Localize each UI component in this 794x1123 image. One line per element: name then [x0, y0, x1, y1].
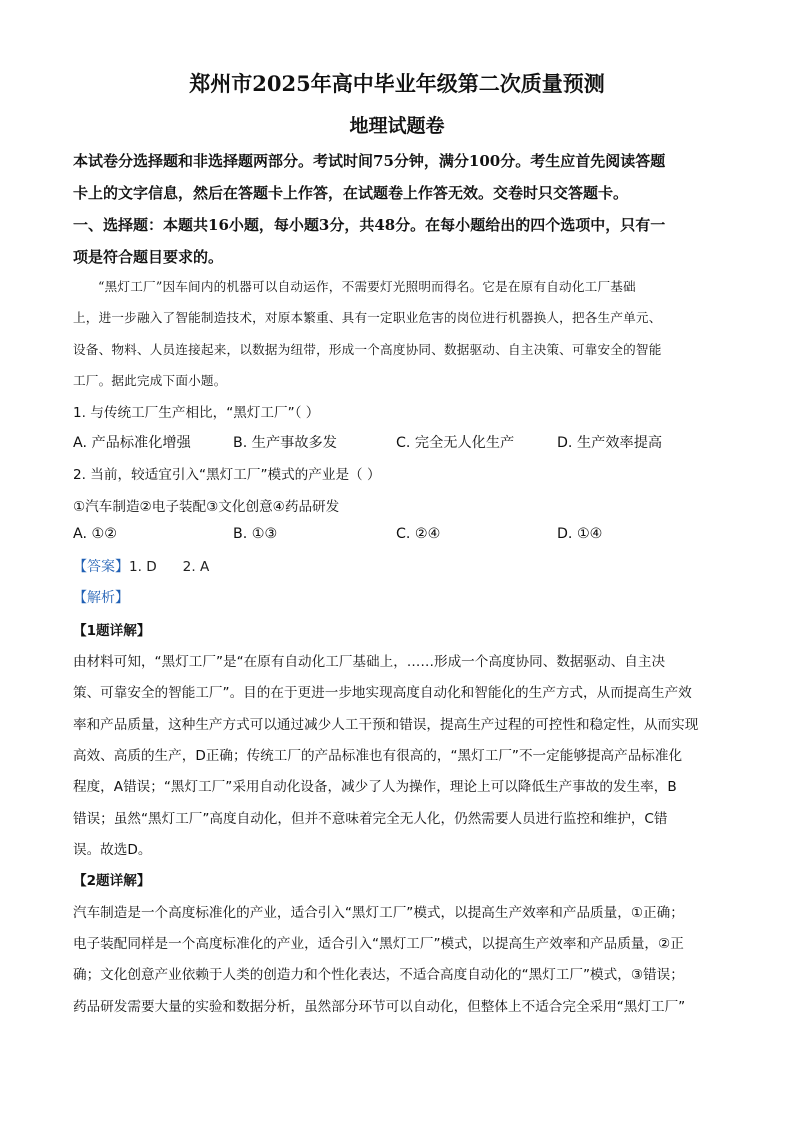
q1-detail-line-3: 率和产品质量，这种生产方式可以通过减少人工干预和错误，提高生产过程的可控性和稳定性，从而实现: [73, 717, 699, 733]
question-2-option-d: D. ①④: [557, 526, 603, 542]
question-2-option-a: A. ①②: [73, 526, 117, 542]
intro-line-1: 本试卷分选择题和非选择题两部分。考试时间75分钟，满分100分。考生应首先阅读答题: [73, 152, 666, 170]
q1-detail-line-5: 程度，A错误；“黑灯工厂”采用自动化设备，减少了人为操作，理论上可以降低生产事故的发生率，B: [73, 779, 677, 795]
q1-detail-line-2: 策、可靠安全的智能工厂”。目的在于更进一步地实现高度自动化和智能化的生产方式，从而提高生产效: [73, 685, 692, 701]
material-line-2: 上，进一步融入了智能制造技术，对原本繁重、具有一定职业危害的岗位进行机器换人，把各生产单元、: [73, 310, 662, 325]
analysis-label: 【解析】: [73, 590, 129, 606]
q1-detail-label: 【1题详解】: [73, 623, 151, 639]
material-line-4: 工厂。据此完成下面小题。: [73, 373, 227, 388]
q1-detail-line-1: 由材料可知，“黑灯工厂”是“在原有自动化工厂基础上，……形成一个高度协同、数据驱动、自主决: [73, 654, 666, 670]
question-1-option-b: B. 生产事故多发: [233, 435, 337, 451]
question-2-option-c: C. ②④: [396, 526, 441, 542]
question-1-option-d: D. 生产效率提高: [557, 435, 663, 451]
q2-detail-line-4: 药品研发需要大量的实验和数据分析，虽然部分环节可以自动化，但整体上不适合完全采用“黑灯工厂”: [73, 999, 686, 1015]
answer-label: 【答案】: [73, 559, 129, 575]
question-2-option-b: B. ①③: [233, 526, 278, 542]
answer-value: 1. D 2. A: [129, 559, 210, 575]
material-line-1: “黑灯工厂”因车间内的机器可以自动运作，不需要灯光照明而得名。它是在原有自动化工厂基础: [98, 279, 636, 294]
q1-detail-line-6: 错误；虽然“黑灯工厂”高度自动化，但并不意味着完全无人化，仍然需要人员进行监控和维护，C错: [73, 811, 668, 827]
q2-detail-line-2: 电子装配同样是一个高度标准化的产业，适合引入“黑灯工厂”模式，以提高生产效率和产品质量，②正: [73, 936, 684, 952]
question-1-option-c: C. 完全无人化生产: [396, 435, 515, 451]
section-heading-line-2: 项是符合题目要求的。: [73, 248, 224, 266]
q2-detail-label: 【2题详解】: [73, 873, 151, 889]
section-heading-line-1: 一、选择题：本题共16小题，每小题3分，共48分。在每小题给出的四个选项中，只有一: [73, 216, 666, 234]
intro-line-2: 卡上的文字信息，然后在答题卡上作答，在试题卷上作答无效。交卷时只交答题卡。: [73, 184, 629, 202]
q1-detail-line-7: 误。故选D。: [73, 842, 152, 858]
page-subtitle: 地理试题卷: [349, 115, 445, 137]
q2-detail-line-1: 汽车制造是一个高度标准化的产业，适合引入“黑灯工厂”模式，以提高生产效率和产品质量，①正确；: [73, 905, 684, 921]
question-1-option-a: A. 产品标准化增强: [73, 435, 191, 451]
question-2-choices: ①汽车制造②电子装配③文化创意④药品研发: [73, 499, 340, 515]
page-title: 郑州市2025年高中毕业年级第二次质量预测: [189, 71, 605, 96]
material-line-3: 设备、物料、人员连接起来，以数据为纽带，形成一个高度协同、数据驱动、自主决策、可靠安全的智能: [73, 342, 662, 357]
question-2-stem: 2. 当前，较适宜引入“黑灯工厂”模式的产业是（ ）: [73, 467, 381, 483]
q2-detail-line-3: 确；文化创意产业依赖于人类的创造力和个性化表达，不适合高度自动化的“黑灯工厂”模式，③错误；: [73, 967, 684, 983]
answer-row: [73, 556, 723, 576]
question-1-stem: 1. 与传统工厂生产相比，“黑灯工厂”（ ）: [73, 405, 320, 421]
q1-detail-line-4: 高效、高质的生产，D正确；传统工厂的产品标准也有很高的，“黑灯工厂”不一定能够提高产品标准化: [73, 748, 683, 764]
